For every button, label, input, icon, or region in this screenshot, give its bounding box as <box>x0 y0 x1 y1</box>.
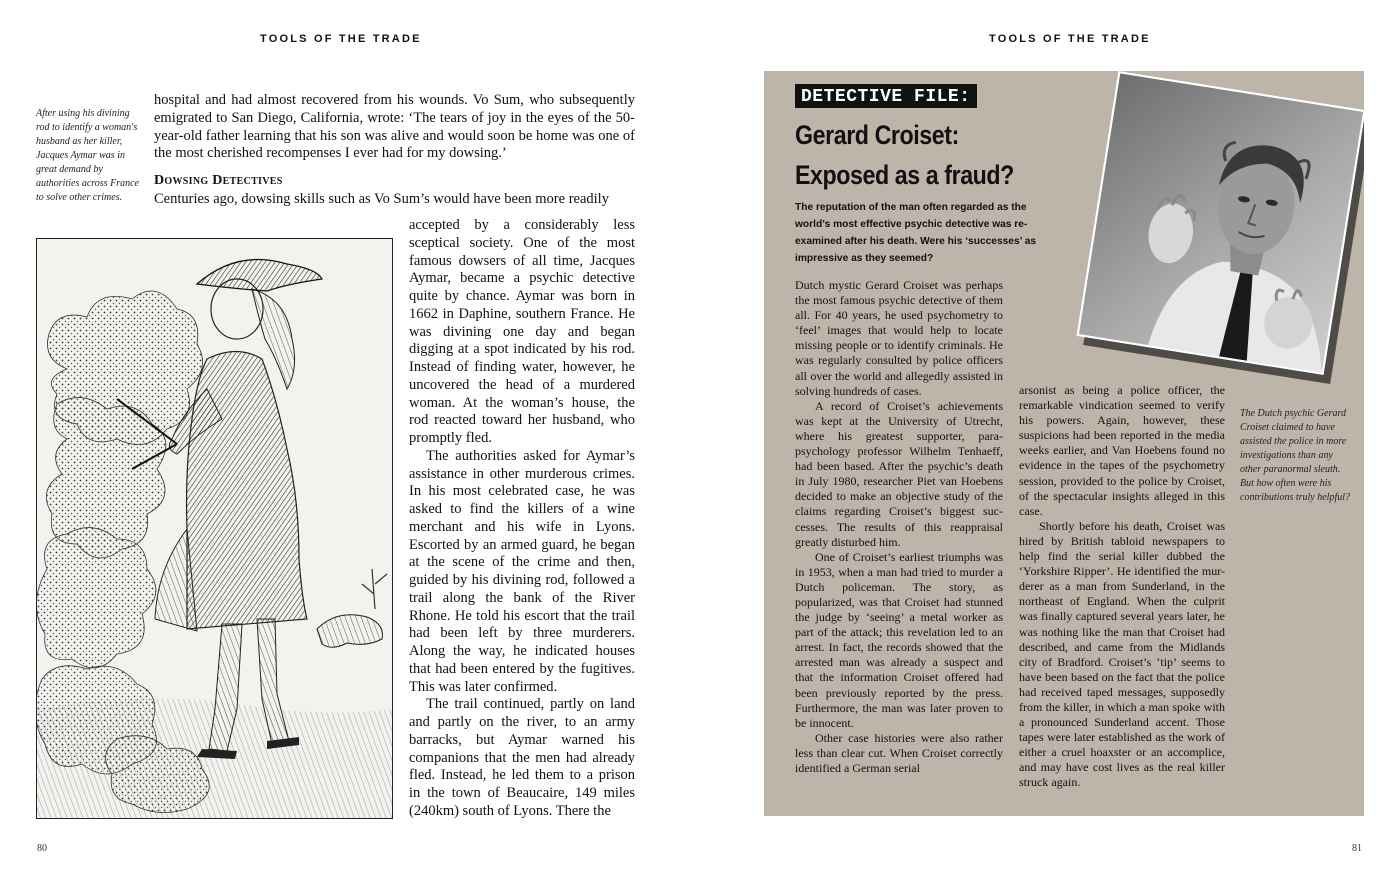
file-headline <box>795 115 1053 195</box>
right-page <box>700 0 1400 883</box>
croiset-portrait-graphic <box>1079 73 1363 372</box>
file-paragraph: A record of Croiset’s achievements was kept at the University of Utrecht, where his greatest supporter, para-psychology professor Wilhelm Tenhaeff, had been based. After the psychic’s death in July 1980, researcher Piet van Hoebens decided to make an objective study of the claims regarding Croiset’s biggest suc-cesses. The results of this reappraisal greatly disturbed him. <box>795 398 1003 549</box>
file-paragraph: One of Croiset’s earliest triumphs was in 1953, when a man had tried to murder a Dutch policeman. The story, as popularized, was that Croiset had stunned the judge by ‘seeing’ a metal worker as part of the attack; this revelation led to an arrest. In fact, the records showed that the arrested man was already a suspect and that the information Croiset offered had been previously reported by the press. Furthermore, the man was later proven to be innocent. <box>795 549 1003 730</box>
file-paragraph: arsonist as being a police officer, the remarkable vindication seemed to verify his powers. Again, however, these suspicions had been reported in the media weeks earlier, and Van Hoebens found no evidence in the tapes of the psychometry session, provided to the police by Croiset, of the spectacular insights alleged in this case. <box>1019 383 1225 518</box>
file-paragraph: Dutch mystic Gerard Croiset was perhaps the most famous psychic detective of them all. For 40 years, he used psychometry to ‘feel’ images that would help to locate missing people or to identify criminals. He was regularly consulted by police officers all over the world and allegedly assisted in solving hundreds of cases. <box>795 278 1003 398</box>
article-paragraph: The trail continued, partly on land and partly on the river, to an army barracks, but Aymar warned his companions that the men had already fled. Instead, he led them to a prison in the town of Beaucaire, 149 miles (240km) south of Lyons. There the <box>409 696 635 819</box>
running-head-right: TOOLS OF THE TRADE <box>989 33 1151 45</box>
dowser-engraving-graphic <box>37 239 392 818</box>
file-paragraph: Other case histories were also rather less than clear cut. When Croiset correctly identified a German serial <box>795 730 1003 775</box>
file-standfirst: The reputation of the man often regarded as the world’s most effective psychic detective was re-examined after his death. Were his ‘successes’ as impressive as they seemed? <box>795 202 1037 264</box>
section-lead: Centuries ago, dowsing skills such as Vo Sum’s would have been more readily <box>154 190 609 207</box>
file-column-2 <box>1019 383 1225 791</box>
intro-paragraph: hospital and had almost recovered from his wounds. Vo Sum, who subsequently emigrated to San Diego, California, wrote: ‘The tears of joy in the eyes of the 50-year-old father learning that his son was alive and would soon be home was one of the most cherished recompenses I ever had for my dowsing.’ <box>154 92 635 162</box>
file-column-1 <box>795 278 1003 776</box>
file-paragraph: Shortly before his death, Croiset was hired by British tabloid newspapers to help find the serial killer dubbed the ‘Yorkshire Ripper’. He identified the mur-derer as a man from Sunderland, in the northeast of England. When the culprit was finally captured several years later, he was nothing like the man that Croiset had described, and came from the Midlands city of Bradford. Croiset’s ‘tip’ seems to have been based on the fact that the police had received taped messages, supposedly from the killer, in which a man spoke with a pronounced Sunderland accent. Those tapes were later established as the work of either a cruel hoaxster or an accomplice, and may have cost lives as the real killer struck again. <box>1019 518 1225 790</box>
engraving-caption: After using his divining rod to identify a woman's husband as her killer, Jacques Aymar was in great demand by authorities across France to solve other crimes. <box>36 108 139 203</box>
headline-line-2: Exposed as a fraud? <box>795 160 1014 190</box>
headline-line-1: Gerard Croiset: <box>795 120 959 150</box>
section-heading: Dowsing Detectives <box>154 173 283 188</box>
article-column-wrap <box>409 217 635 821</box>
detective-file-label: DETECTIVE FILE: <box>795 84 977 108</box>
article-column-top <box>154 92 635 209</box>
croiset-photo-frame <box>1077 71 1364 375</box>
photo-caption: The Dutch psychic Gerard Croiset claimed to have assisted the police in more investigations than any other paranormal sleuth. But how often were his contributions truly helpful? <box>1240 408 1350 503</box>
dowser-engraving-illustration <box>36 238 393 819</box>
detective-file-panel <box>764 71 1364 816</box>
croiset-portrait-photo <box>1077 71 1364 375</box>
article-paragraph: The authorities asked for Aymar’s assistance in other murderous crimes. In his most celebrated case, he was asked to find the killers of a wine merchant and his wife in Lyons. Escorted by an armed guard, he began at the scene of the crime and then, guided by his divining rod, followed a trail along the bank of the River Rhone. He told his escort that the trail had been left by three murderers. Along the way, he indicated houses that had been entered by the fugitives. This was later confirmed. <box>409 447 635 695</box>
article-paragraph: accepted by a considerably less sceptical society. One of the most famous dowsers of all time, Jacques Aymar, became a psychic detective quite by chance. Aymar was born in 1662 in Daphine, southern France. He was divining one day and began digging at a spot indicated by his rod. Instead of finding water, however, he uncovered the head of a murdered woman. At the woman’s house, the rod reacted toward her husband, who promptly fled. <box>409 217 635 446</box>
page-number-right: 81 <box>1352 843 1362 854</box>
page-number-left: 80 <box>37 843 47 854</box>
running-head-left: TOOLS OF THE TRADE <box>260 33 422 45</box>
